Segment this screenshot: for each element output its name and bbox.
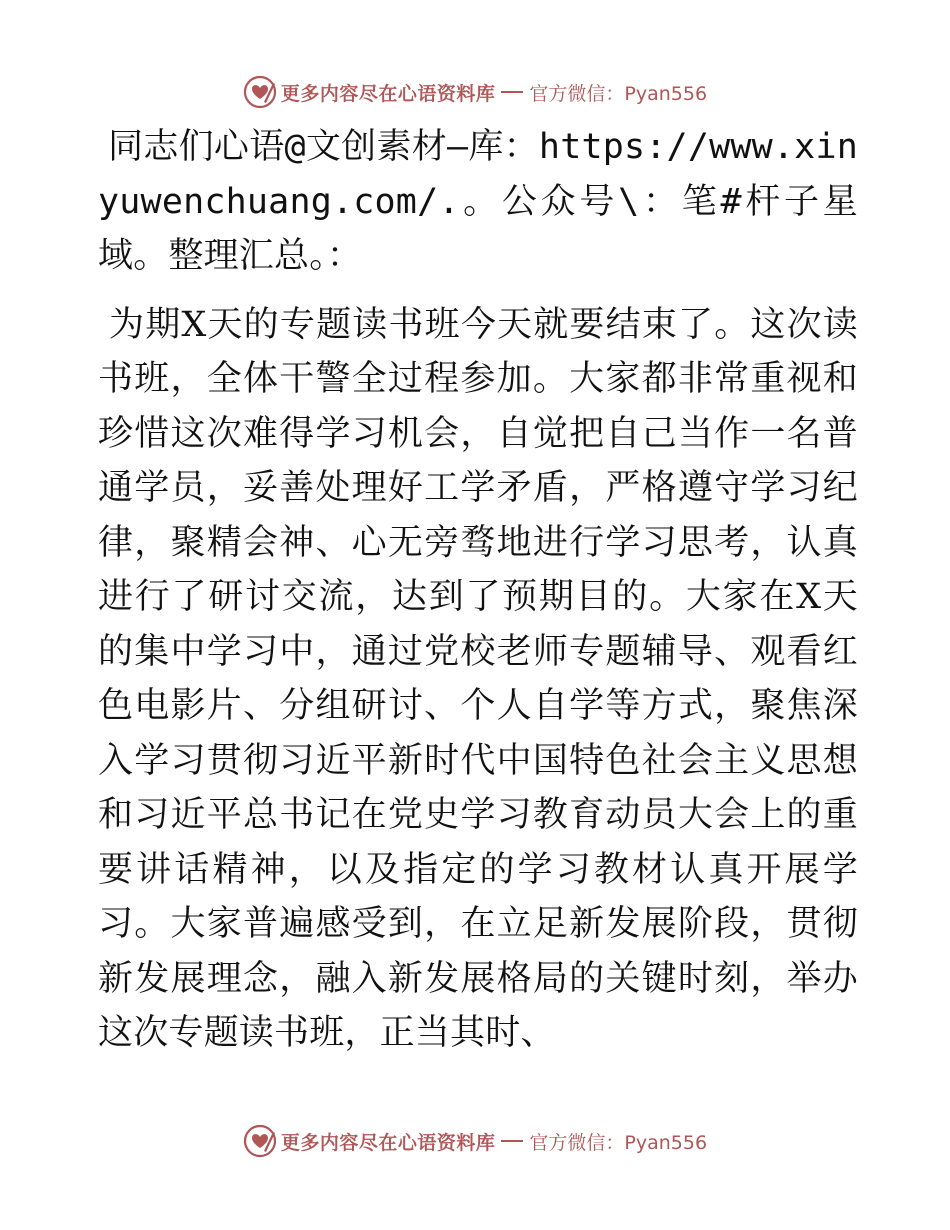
- body-text: 为期X天的专题读书班今天就要结束了。这次读书班，全体干警全过程参加。大家都非常重视和珍惜这次难得学习机会，自觉把自己当作一名普通学员，妥善处理好工学矛盾，严格遵守学习纪律，聚精会神、心无旁骛地进行学习思考，认真进行了研讨交流，达到了预期目的。大家在X天的集中学习中，通过党校老师专题辅导、观看红色电影片、分组研讨、个人自学等方式，聚焦深入学习贯彻习近平新时代中国特色社会主义思想和习近平总书记在党史学习教育动员大会上的重要讲话精神，以及指定的学习教材认真开展学习。大家普遍感受到，在立足新发展阶段，贯彻新发展理念，融入新发展格局的关键时刻，举办这次专题读书班，正当其时、: [98, 304, 858, 1053]
- body-paragraph: [98, 298, 858, 1061]
- heart-pen-logo-icon: [243, 1124, 277, 1158]
- banner-contact-text: 官方微信：Pyan556: [529, 1131, 708, 1154]
- heart-pen-logo-icon: [243, 75, 277, 109]
- document-body: [98, 120, 858, 1061]
- intro-text: 同志们心语@文创素材—库：https://www.xinyuwenchuang.com/.。公众号\：笔#杆子星域。整理汇总。：: [98, 127, 858, 276]
- footer-banner-content: [243, 1124, 707, 1158]
- banner-brand-text: 更多内容尽在心语资料库: [280, 82, 496, 105]
- banner-brand-text: 更多内容尽在心语资料库: [280, 1131, 496, 1154]
- intro-paragraph: [98, 120, 858, 284]
- footer-watermark-banner: [0, 1121, 950, 1161]
- banner-dash-divider: [501, 1140, 523, 1142]
- header-watermark-banner: [0, 72, 950, 112]
- header-banner-content: [243, 75, 707, 109]
- banner-contact-text: 官方微信：Pyan556: [529, 82, 708, 105]
- banner-dash-divider: [501, 91, 523, 93]
